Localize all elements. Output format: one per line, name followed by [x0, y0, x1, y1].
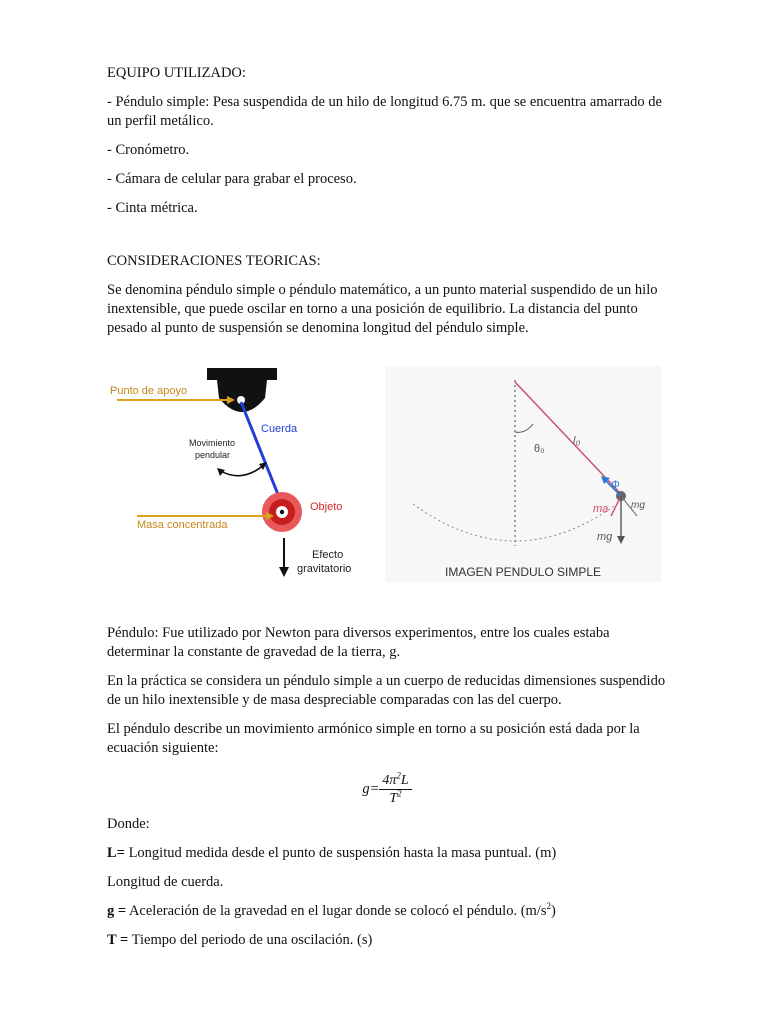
label-phi: Φ — [611, 479, 620, 491]
label-gravitatorio: gravitatorio — [297, 563, 352, 575]
formula-fraction — [379, 772, 411, 807]
label-ma: ma — [593, 503, 609, 515]
mass-dot — [280, 510, 284, 514]
support-beam — [207, 368, 277, 380]
document-body-continued — [107, 624, 667, 950]
label-masa-concentrada: Masa concentrada — [137, 519, 228, 531]
label-length: l₀ — [573, 435, 581, 447]
consideraciones-intro: Se denomina péndulo simple o péndulo matemático, a un punto material suspendido de un hilo inextensible, que puede oscilar en torno a una posición de equilibrio. La distancia del punto pesado al punto de suspensión se denomina longitud del péndulo simple. — [107, 282, 658, 336]
gravity-arrow-head — [279, 567, 289, 577]
equipo-item-cronometro: - Cronómetro. — [107, 142, 190, 158]
equipo-item-camara: - Cámara de celular para grabar el proceso. — [107, 171, 357, 187]
definition-L: L= Longitud medida desde el punto de suspensión hasta la masa puntual. (m) — [107, 845, 557, 861]
figure-background — [385, 366, 661, 582]
motion-arc — [219, 464, 265, 476]
pendulum-forces-diagram — [385, 366, 661, 582]
definition-T: T = Tiempo del periodo de una oscilación. (s) — [107, 932, 373, 948]
label-mg: mg — [597, 531, 613, 543]
gravity-formula — [107, 772, 667, 807]
figures-row — [107, 360, 667, 586]
equipo-item-cinta: - Cinta métrica. — [107, 200, 198, 216]
section-equipo-title: EQUIPO UTILIZADO: — [107, 65, 246, 81]
label-theta: θ₀ — [534, 443, 545, 455]
document-body — [107, 64, 667, 338]
definition-L-extra: Longitud de cuerda. — [107, 874, 224, 890]
label-objeto: Objeto — [310, 501, 343, 513]
label-movimiento: Movimiento — [189, 438, 236, 448]
pendulum-diagram-labeled — [107, 360, 377, 586]
label-punto-apoyo: Punto de apoyo — [110, 385, 188, 397]
label-cuerda: Cuerda — [261, 423, 298, 435]
figure-caption: IMAGEN PENDULO SIMPLE — [445, 565, 602, 579]
section-consideraciones-title: CONSIDERACIONES TEORICAS: — [107, 253, 321, 269]
label-pendular: pendular — [195, 450, 231, 460]
donde-label: Donde: — [107, 816, 150, 832]
formula-denominator: $T^2$ — [389, 788, 402, 806]
paragraph-movimiento: El péndulo describe un movimiento armónico simple en torno a su posición está dada por la ecuación siguiente: — [107, 721, 640, 756]
label-efecto: Efecto — [312, 549, 344, 561]
paragraph-pendulo: Péndulo: Fue utilizado por Newton para diversos experimentos, entre los cuales estaba determinar la constante de gravedad de la tierra, g. — [107, 625, 610, 660]
paragraph-practica: En la práctica se considera un péndulo simple a un cuerpo de reducidas dimensiones suspendido de un hilo inextensible y de masa despreciable comparadas con las del cuerpo. — [107, 673, 666, 708]
pendulum-string — [241, 402, 281, 502]
formula-lhs: g= — [362, 780, 380, 797]
formula-numerator: $4\pi^2L$ — [379, 772, 411, 790]
definition-g: g = Aceleración de la gravedad en el lugar donde se colocó el péndulo. $(m/s^2)$ — [107, 901, 556, 919]
label-mg-component: mg — [631, 500, 645, 511]
equipo-item-pendulo: - Péndulo simple: Pesa suspendida de un hilo de longitud 6.75 m. que se encuentra amarrado de un perfil metálico. — [107, 94, 662, 129]
